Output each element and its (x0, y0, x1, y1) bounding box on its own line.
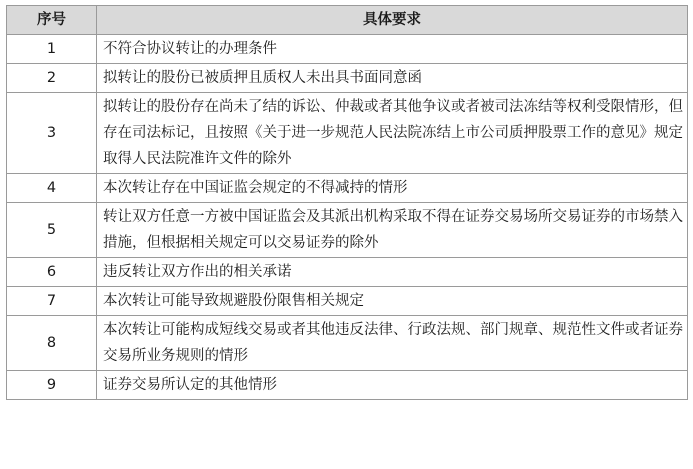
row-number: 4 (7, 174, 97, 203)
row-requirement: 本次转让可能导致规避股份限售相关规定 (97, 287, 688, 316)
row-requirement: 本次转让存在中国证监会规定的不得减持的情形 (97, 174, 688, 203)
table-row (7, 258, 688, 287)
row-number: 1 (7, 35, 97, 64)
row-number: 7 (7, 287, 97, 316)
row-requirement: 不符合协议转让的办理条件 (97, 35, 688, 64)
row-number: 2 (7, 64, 97, 93)
row-requirement: 违反转让双方作出的相关承诺 (97, 258, 688, 287)
requirements-table (6, 5, 688, 400)
table-row (7, 287, 688, 316)
header-requirement: 具体要求 (97, 6, 688, 35)
row-number: 6 (7, 258, 97, 287)
row-requirement: 拟转让的股份已被质押且质权人未出具书面同意函 (97, 64, 688, 93)
row-number: 5 (7, 203, 97, 258)
table-row (7, 64, 688, 93)
table-row (7, 35, 688, 64)
table-header-row (7, 6, 688, 35)
row-requirement: 证券交易所认定的其他情形 (97, 371, 688, 400)
row-requirement: 拟转让的股份存在尚未了结的诉讼、仲裁或者其他争议或者被司法冻结等权利受限情形，但存在司法标记，且按照《关于进一步规范人民法院冻结上市公司质押股票工作的意见》规定取得人民法院准许文件的除外 (97, 93, 688, 174)
row-requirement: 转让双方任意一方被中国证监会及其派出机构采取不得在证券交易场所交易证券的市场禁入措施，但根据相关规定可以交易证券的除外 (97, 203, 688, 258)
row-number: 3 (7, 93, 97, 174)
table-row (7, 316, 688, 371)
header-serial-number: 序号 (7, 6, 97, 35)
table-row (7, 174, 688, 203)
table-row (7, 203, 688, 258)
table-row (7, 371, 688, 400)
table-row (7, 93, 688, 174)
row-number: 8 (7, 316, 97, 371)
row-number: 9 (7, 371, 97, 400)
row-requirement: 本次转让可能构成短线交易或者其他违反法律、行政法规、部门规章、规范性文件或者证券交易所业务规则的情形 (97, 316, 688, 371)
requirements-table-container (6, 5, 687, 400)
